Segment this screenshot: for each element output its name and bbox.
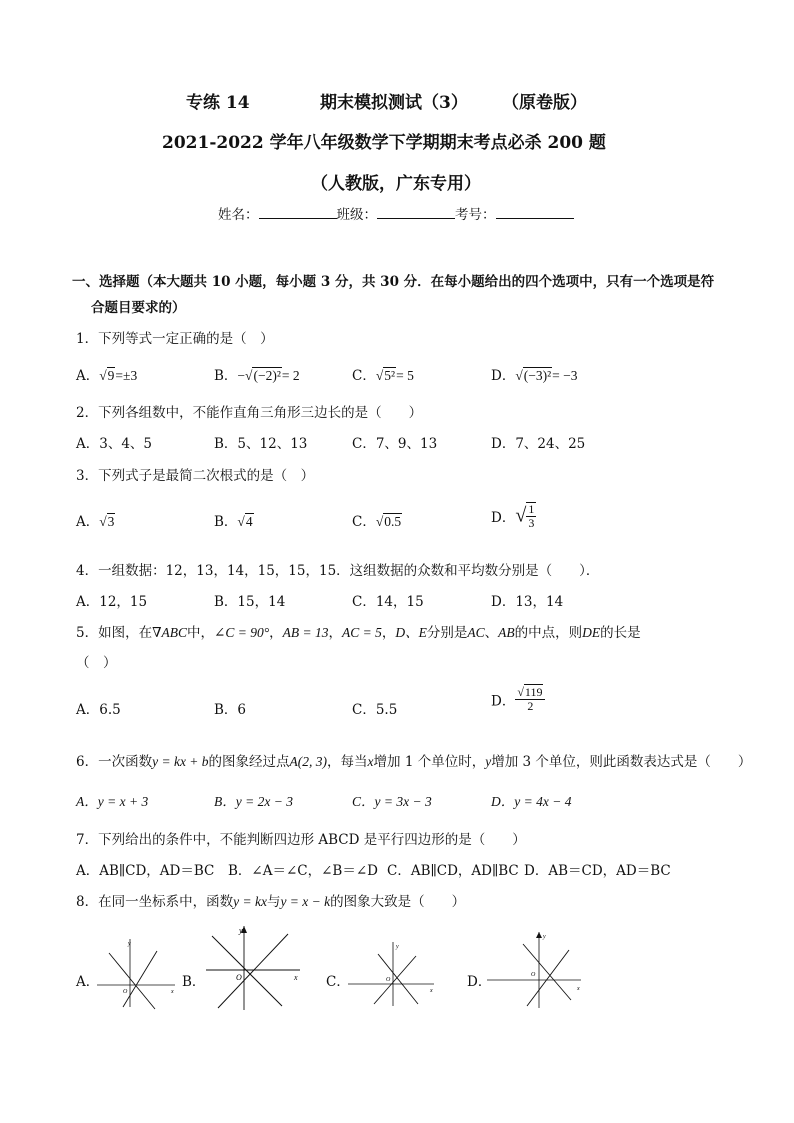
q8-option-d[interactable]: D．	[467, 974, 492, 990]
number-blank[interactable]	[496, 206, 574, 219]
q5-option-a[interactable]: A．6.5	[76, 702, 121, 718]
q1-option-d[interactable]: D．√(−3)²= −3	[491, 368, 578, 384]
class-label: 班级：	[336, 207, 377, 223]
q8-graph-a[interactable]	[95, 935, 180, 1010]
q8-graph-b[interactable]	[204, 922, 304, 1012]
q2-option-a[interactable]: A．3、4、5	[76, 436, 153, 452]
origin-label: O	[386, 977, 391, 983]
y-axis-label: y	[396, 944, 399, 950]
name-blank[interactable]	[259, 206, 337, 219]
q7-option-c[interactable]: C．AB∥CD，AD∥BC	[387, 863, 519, 879]
q4-option-d[interactable]: D．13，14	[491, 594, 564, 610]
y-axis-label: y	[543, 934, 546, 940]
q1-option-c[interactable]: C．√5²= 5	[352, 368, 414, 384]
q5-option-b[interactable]: B．6	[214, 702, 247, 718]
q1-option-a[interactable]: A．√9=±3	[76, 368, 138, 384]
q6-option-b[interactable]: B．y = 2x − 3	[214, 794, 293, 809]
y-axis-label: y	[128, 941, 131, 947]
question-4-stem: 4．一组数据：12，13，14，15，15，15．这组数据的众数和平均数分别是（ ）．	[76, 563, 600, 579]
q6-option-a[interactable]: A．y = x + 3	[76, 794, 149, 809]
section-heading: 一、选择题（本大题共 10 小题，每小题 3 分，共 30 分．在每小题给出的四个选项中，只有一个选项是符	[72, 274, 715, 290]
q8-graph-c[interactable]	[346, 938, 438, 1008]
question-5-stem: 5．如图，在∇ABC中，∠C = 90°，AB = 13，AC = 5，D、E分别是AC、AB的中点，则DE的长是	[76, 625, 641, 641]
question-2-stem: 2．下列各组数中，不能作直角三角形三边长的是（ ）	[76, 405, 423, 421]
q3-option-b[interactable]: B．√4	[214, 514, 253, 530]
origin-label: O	[531, 972, 536, 978]
q3-option-a[interactable]: A．√3	[76, 514, 115, 530]
q8-option-a[interactable]: A．	[76, 974, 100, 990]
q5-option-c[interactable]: C．5.5	[352, 702, 398, 718]
x-axis-label: x	[171, 989, 174, 995]
q7-option-a[interactable]: A．AB∥CD，AD＝BC	[76, 863, 215, 879]
q6-option-c[interactable]: C．y = 3x − 3	[352, 794, 432, 809]
q3-option-d[interactable]: D．√ $\frac{1}{3}$	[491, 502, 535, 530]
name-label: 姓名：	[218, 207, 259, 223]
question-1-stem: 1．下列等式一定正确的是（ ）	[76, 331, 274, 347]
edition-label: （人教版，广东专用）	[311, 174, 481, 194]
q3-option-c[interactable]: C．√0.5	[352, 514, 402, 530]
q4-option-b[interactable]: B．15，14	[214, 594, 286, 610]
x-axis-label: x	[430, 988, 433, 994]
q7-option-b[interactable]: B．∠A＝∠C，∠B＝∠D	[228, 863, 378, 879]
origin-label: O	[236, 973, 242, 982]
title-right: （原卷版）	[502, 93, 587, 113]
q2-option-b[interactable]: B．5、12、13	[214, 436, 308, 452]
q2-option-d[interactable]: D．7、24、25	[491, 436, 586, 452]
q4-option-a[interactable]: A．12，15	[76, 594, 148, 610]
q5-option-d[interactable]: D． $\frac{√119}{2}$	[491, 686, 545, 713]
y-axis-label: y	[239, 926, 243, 935]
page-subtitle: 2021-2022 学年八年级数学下学期期末考点必杀 200 题	[162, 133, 606, 153]
student-info	[218, 203, 574, 223]
question-7-stem: 7．下列给出的条件中，不能判断四边形 ABCD 是平行四边形的是（ ）	[76, 832, 526, 848]
x-axis-label: x	[294, 973, 298, 982]
q2-option-c[interactable]: C．7、9、13	[352, 436, 438, 452]
q8-option-c[interactable]: C．	[326, 974, 350, 990]
q4-option-c[interactable]: C．14，15	[352, 594, 424, 610]
q8-option-b[interactable]: B．	[182, 974, 206, 990]
class-blank[interactable]	[377, 206, 455, 219]
q8-graph-d[interactable]	[485, 928, 585, 1010]
q7-option-d[interactable]: D．AB＝CD，AD＝BC	[524, 863, 671, 879]
section-heading-cont: 合题目要求的）	[91, 300, 186, 316]
question-6-stem: 6．一次函数y = kx + b的图象经过点A(2, 3)，每当x增加 1 个单位时，y增加 3 个单位，则此函数表达式是（ ）	[76, 754, 752, 770]
number-label: 考号：	[455, 207, 496, 223]
question-5-paren: （ ）	[76, 655, 117, 671]
question-3-stem: 3．下列式子是最简二次根式的是（ ）	[76, 468, 315, 484]
q1-option-b[interactable]: B．−√(−2)²= 2	[214, 368, 300, 384]
title-left: 专练 14	[186, 93, 250, 113]
origin-label: O	[123, 989, 128, 995]
q6-option-d[interactable]: D．y = 4x − 4	[491, 794, 572, 809]
title-mid: 期末模拟测试（3）	[320, 93, 468, 113]
question-8-stem: 8．在同一坐标系中，函数y = kx与y = x − k的图象大致是（ ）	[76, 894, 466, 910]
x-axis-label: x	[577, 986, 580, 992]
